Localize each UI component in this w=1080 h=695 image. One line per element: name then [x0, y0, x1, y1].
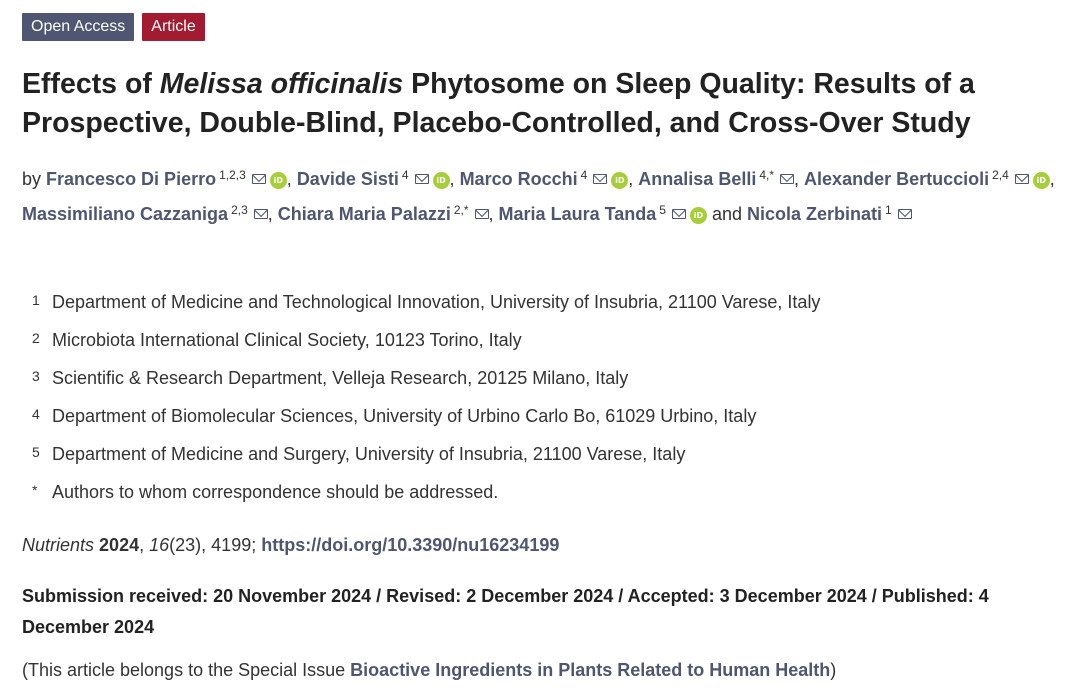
author-name[interactable]: Annalisa Belli: [638, 169, 757, 189]
affiliation-item: [32, 358, 820, 396]
author-name[interactable]: Maria Laura Tanda: [498, 204, 657, 224]
journal-name: Nutrients: [22, 535, 95, 555]
affiliation-number: 5: [32, 444, 40, 460]
affiliation-number: *: [32, 482, 38, 498]
author-name[interactable]: Davide Sisti: [296, 169, 399, 189]
mail-icon[interactable]: [1015, 174, 1029, 184]
affiliation-text: Scientific & Research Department, Velleja Research, 20125 Milano, Italy: [52, 368, 629, 388]
affiliation-item: [32, 472, 820, 510]
affiliation-text: Department of Biomolecular Sciences, University of Urbino Carlo Bo, 61029 Urbino, Italy: [52, 406, 757, 426]
citation-article-number: 4199: [211, 535, 252, 555]
affiliation-item: [32, 396, 820, 434]
author-name[interactable]: Massimiliano Cazzaniga: [22, 204, 229, 224]
author-affiliation-sup: 2,*: [453, 203, 469, 217]
special-issue-note: [22, 660, 836, 681]
author-separator: ,: [488, 204, 499, 224]
author-affiliation-sup: 2,3: [231, 203, 248, 217]
mail-icon[interactable]: [415, 174, 429, 184]
author-separator: ,: [267, 204, 278, 224]
mail-icon[interactable]: [672, 209, 686, 219]
citation-volume: 16: [149, 535, 170, 555]
orcid-icon[interactable]: iD: [270, 172, 287, 189]
author-list: [22, 160, 1072, 230]
author-name[interactable]: Chiara Maria Palazzi: [277, 204, 451, 224]
affiliation-item: [32, 434, 820, 472]
affiliation-item: [32, 282, 820, 320]
affiliation-number: 2: [32, 330, 40, 346]
affiliation-number: 3: [32, 368, 40, 384]
author-affiliation-sup: 1: [885, 203, 892, 217]
author-separator: ,: [628, 169, 639, 189]
orcid-icon[interactable]: iD: [611, 172, 628, 189]
author-affiliation-sup: 4: [580, 168, 588, 182]
author-affiliation-sup: 4: [401, 168, 409, 182]
author-separator: ,: [1049, 169, 1055, 189]
mail-icon[interactable]: [898, 209, 912, 219]
author-affiliation-sup: 5: [659, 203, 666, 217]
mail-icon[interactable]: [593, 174, 607, 184]
author-separator: and: [706, 204, 747, 224]
publication-dates: Submission received: 20 November 2024 / Revised: 2 December 2024 / Accepted: 3 December 2024 / Published: 4 December 2024: [22, 586, 989, 637]
author-affiliation-sup: 2,4: [992, 168, 1009, 182]
title-species: Melissa officinalis: [159, 68, 404, 100]
author-name[interactable]: Marco Rocchi: [459, 169, 578, 189]
citation: Nutrients 2024, 16(23), 4199; https://doi.org/10.3390/nu16234199: [22, 535, 560, 555]
title-prefix: Effects of: [22, 68, 160, 100]
mail-icon[interactable]: [780, 174, 794, 184]
affiliation-text: Microbiota International Clinical Society, 10123 Torino, Italy: [52, 330, 522, 350]
author-affiliation-sup: 1,2,3: [219, 168, 246, 182]
author-separator: ,: [794, 169, 805, 189]
mail-icon[interactable]: [475, 209, 489, 219]
article-type-badge: Article: [142, 13, 204, 41]
affiliation-number: 4: [32, 406, 40, 422]
special-issue-suffix: ): [830, 660, 837, 680]
affiliation-text: Authors to whom correspondence should be addressed.: [52, 482, 499, 502]
orcid-icon[interactable]: iD: [690, 207, 707, 224]
affiliation-text: Department of Medicine and Technological Innovation, University of Insubria, 21100 Varese, Italy: [52, 292, 821, 312]
title-line1-rest: Phytosome on Sleep Quality: Results of a: [403, 68, 975, 100]
citation-year: 2024: [99, 535, 140, 555]
author-name[interactable]: Nicola Zerbinati: [747, 204, 883, 224]
author-separator: ,: [449, 169, 460, 189]
article-title: [22, 65, 1077, 143]
orcid-icon[interactable]: iD: [1033, 172, 1050, 189]
affiliation-list: [32, 282, 820, 510]
author-affiliation-sup: 4,*: [759, 168, 775, 182]
affiliation-item: [32, 320, 820, 358]
open-access-badge[interactable]: Open Access: [22, 13, 134, 41]
author-name[interactable]: Alexander Bertuccioli: [804, 169, 990, 189]
citation-issue: (23): [169, 535, 202, 555]
byline-prefix: by: [22, 169, 47, 189]
special-issue-prefix: (This article belongs to the Special Issue: [22, 660, 351, 680]
author-separator: ,: [286, 169, 297, 189]
badge-group: [22, 13, 205, 41]
author-name[interactable]: Francesco Di Pierro: [46, 169, 217, 189]
special-issue-link[interactable]: Bioactive Ingredients in Plants Related to Human Health: [350, 660, 831, 680]
affiliation-text: Department of Medicine and Surgery, University of Insubria, 21100 Varese, Italy: [52, 444, 686, 464]
mail-icon[interactable]: [252, 174, 266, 184]
title-line2: Prospective, Double-Blind, Placebo-Controlled, and Cross-Over Study: [22, 107, 971, 139]
mail-icon[interactable]: [254, 209, 268, 219]
orcid-icon[interactable]: iD: [433, 172, 450, 189]
affiliation-number: 1: [32, 292, 40, 308]
doi-link[interactable]: https://doi.org/10.3390/nu16234199: [261, 535, 560, 555]
